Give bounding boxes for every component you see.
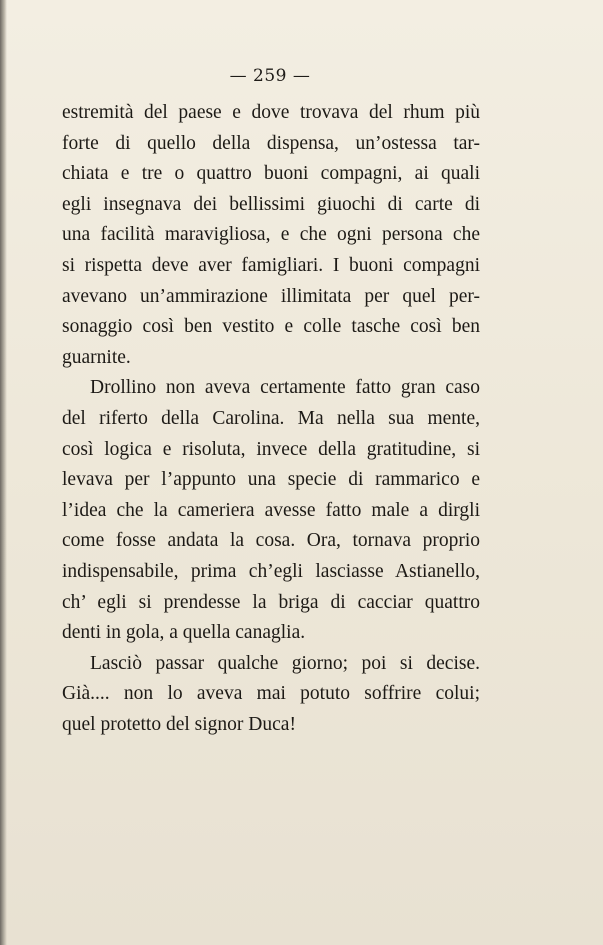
paragraph-1 — [62, 98, 480, 373]
paragraph-2 — [62, 373, 480, 648]
body-text — [62, 98, 480, 740]
text-line: del riferto della Carolina. Ma nella sua mente, — [62, 407, 480, 429]
text-line: come fosse andata la cosa. Ora, tornava proprio — [62, 530, 480, 552]
text-line: indispensabile, prima ch’egli lasciasse Astianello, — [62, 560, 480, 582]
text-line: denti in gola, a quella canaglia. — [62, 622, 306, 644]
text-line: Già.... non lo aveva mai potuto soffrire colui; — [62, 683, 480, 705]
text-line: così logica e risoluta, invece della gratitudine, si — [62, 438, 480, 460]
page-binding-edge — [0, 0, 7, 945]
paragraph-3 — [62, 649, 480, 741]
text-line: avevano un’ammirazione illimitata per quel per- — [62, 285, 480, 307]
text-line: quel protetto del signor Duca! — [62, 713, 296, 735]
page-number: — 259 — — [229, 66, 311, 86]
text-line: levava per l’appunto una specie di rammarico e — [62, 469, 480, 491]
text-line: chiata e tre o quattro buoni compagni, ai quali — [62, 163, 480, 185]
text-line: estremità del paese e dove trovava del rhum più — [62, 102, 480, 123]
text-line: sonaggio così ben vestito e colle tasche così ben — [62, 316, 480, 338]
text-line: si rispetta deve aver famigliari. I buoni compagni — [62, 254, 480, 276]
text-line: Lasciò passar qualche giorno; poi si decise. — [90, 652, 480, 674]
text-line: egli insegnava dei bellissimi giuochi di carte di — [62, 193, 480, 215]
text-line: Drollino non aveva certamente fatto gran caso — [90, 377, 480, 399]
text-line: una facilità maravigliosa, e che ogni persona che — [62, 224, 480, 246]
text-line: guarnite. — [62, 346, 131, 368]
text-line: l’idea che la cameriera avesse fatto male a dirgli — [62, 499, 480, 521]
text-line: forte di quello della dispensa, un’ostessa tar- — [62, 132, 480, 154]
text-line: ch’ egli si prendesse la briga di cacciar quattro — [62, 591, 480, 613]
